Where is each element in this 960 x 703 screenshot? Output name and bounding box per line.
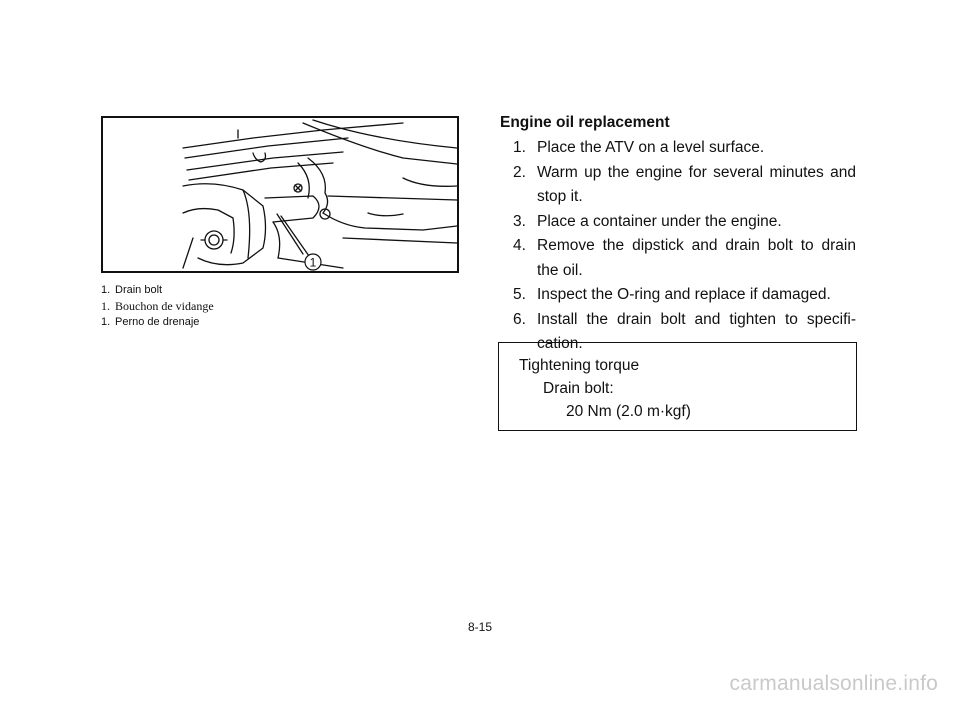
figure-captions: [101, 282, 461, 330]
spec-item: Drain bolt:: [543, 380, 614, 397]
step-2: 2. Warm up the engine for several minutes and stop it.: [513, 163, 856, 205]
step-6: 6. Install the drain bolt and tighten to specifi-cation.: [513, 310, 856, 352]
page-number: 8-15: [467, 620, 493, 634]
section-heading: Engine oil replacement: [500, 114, 670, 131]
torque-spec-box: [498, 342, 857, 431]
caption-french: 1. Bouchon de vidange: [101, 299, 214, 313]
callout-number: 1: [309, 255, 317, 270]
procedure-steps: [498, 136, 856, 357]
caption-spanish: 1. Perno de drenaje: [101, 316, 200, 328]
procedure-section: [498, 110, 856, 357]
caption-english: 1. Drain bolt: [101, 284, 163, 296]
spec-value: 20 Nm (2.0 m·kgf): [566, 403, 691, 420]
step-1: 1. Place the ATV on a level surface.: [513, 139, 765, 156]
drain-bolt-drawing: [103, 118, 457, 271]
spec-title: Tightening torque: [519, 357, 640, 374]
step-4: 4. Remove the dipstick and drain bolt to drain the oil.: [513, 237, 856, 279]
step-5: 5. Inspect the O-ring and replace if damaged.: [513, 286, 831, 303]
watermark: carmanualsonline.info: [729, 672, 938, 695]
drain-bolt-illustration: [101, 116, 459, 273]
step-3: 3. Place a container under the engine.: [513, 212, 782, 230]
